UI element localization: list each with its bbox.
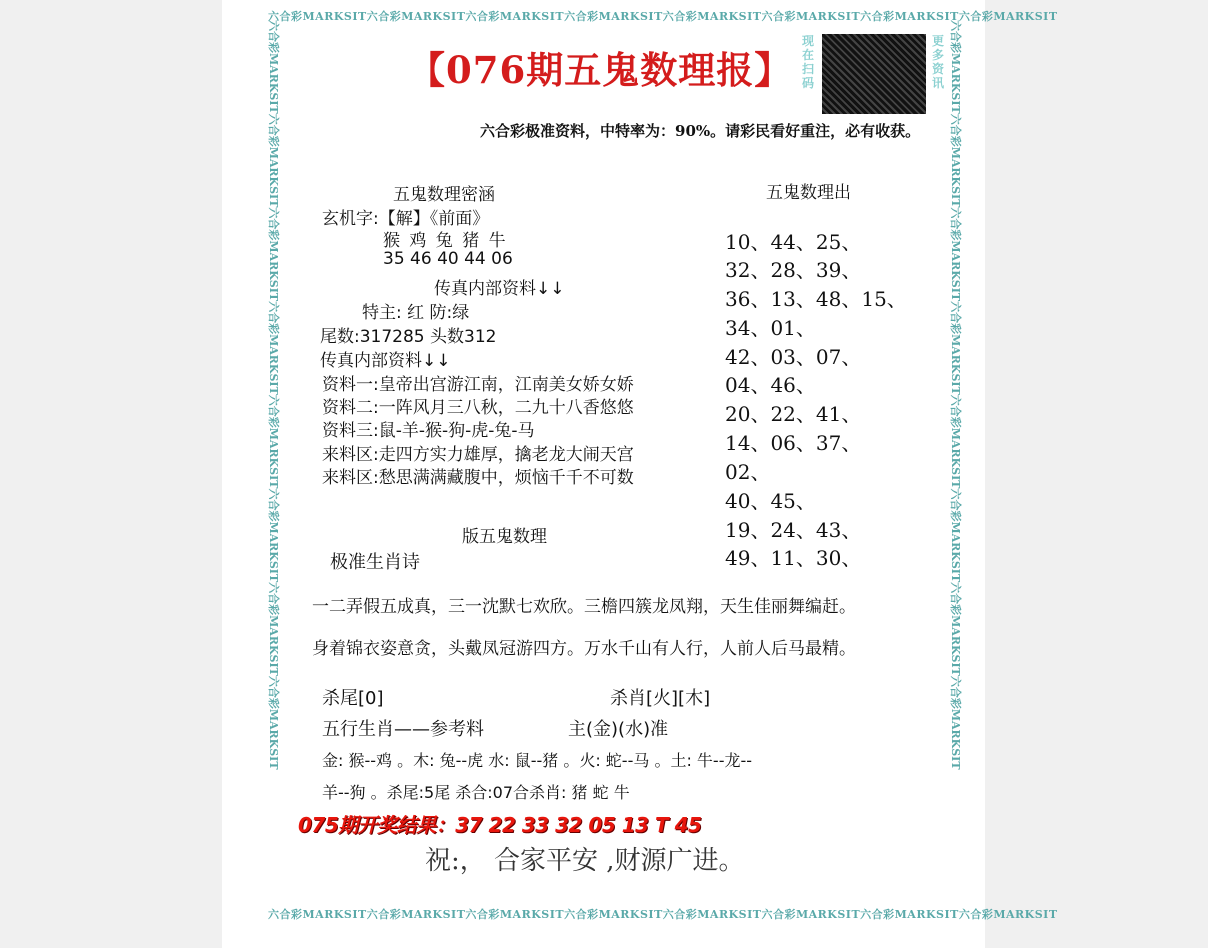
kill-zodiac: 杀肖[火][木] [610,688,711,709]
number-row: 14、06、37、 [725,431,862,455]
fax-heading-1: 传真内部资料↓↓ [434,279,565,299]
right-border-watermark: 六合彩MARKSIT六合彩MARKSIT六合彩MARKSIT六合彩MARKSIT六合彩MARKSIT六合彩MARKSIT六合彩MARKSIT六合彩MARKSIT [949,20,962,770]
number-row: 10、44、25、 [725,230,862,254]
fax-heading-2: 传真内部资料↓↓ [320,351,451,371]
animals-line: 猴 鸡 兔 猪 牛 [383,231,508,251]
bottom-border-watermark: 六合彩MARKSIT六合彩MARKSIT六合彩MARKSIT六合彩MARKSIT六合彩MARKSIT六合彩MARKSIT六合彩MARKSIT六合彩MARKSIT [268,908,1058,921]
qr-right-label: 更多资讯 [932,34,945,90]
kill-tail: 杀尾[0] [322,688,384,709]
tezhu-line: 特主: 红 防:绿 [362,303,470,323]
number-row: 36、13、48、15、 [725,287,907,311]
ban-title: 版五鬼数理 [462,527,547,547]
xuanji-line: 玄机字:【解】《前面》 [322,209,490,229]
info-line: 来料区:愁思满满藏腹中，烦恼千千不可数 [322,468,634,488]
poem-line: 一二弄假五成真，三一沈默七欢欣。三檐四簇龙凤翔，天生佳丽舞编赶。 [312,597,856,617]
left-border-watermark: 六合彩MARKSIT六合彩MARKSIT六合彩MARKSIT六合彩MARKSIT六合彩MARKSIT六合彩MARKSIT六合彩MARKSIT六合彩MARKSIT [267,20,280,770]
number-row: 32、28、39、 [725,258,862,282]
number-row: 34、01、 [725,316,816,340]
elements-line-1: 金: 猴--鸡 。木: 兔--虎 水: 鼠--猪 。火: 蛇--马 。土: 牛--龙-- [322,751,753,770]
number-row: 04、46、 [725,373,816,397]
poem-title: 极准生肖诗 [330,552,420,573]
elements-line-2: 羊--狗 。杀尾:5尾 杀合:07合杀肖: 猪 蛇 牛 [322,783,630,802]
number-row: 02、 [725,460,771,484]
intro-text: 六合彩极准资料，中特率为：90%。请彩民看好重注，必有收获。 [480,122,921,140]
blessing: 祝:， 合家平安 ,财源广进。 [425,846,745,876]
number-row: 49、11、30、 [725,546,862,570]
number-row: 20、22、41、 [725,402,862,426]
left-heading: 五鬼数理密涵 [393,185,495,205]
qr-left-label: 现在扫码 [802,34,815,90]
main-element: 主(金)(水)准 [568,719,669,740]
info-line: 资料一:皇帝出宫游江南，江南美女娇女娇 [322,375,634,395]
tail-numbers-line: 尾数:317285 头数312 [320,327,497,347]
number-row: 40、45、 [725,489,816,513]
number-row: 42、03、07、 [725,345,862,369]
previous-result: 075期开奖结果：37 22 33 32 05 13 T 45 [298,813,702,837]
right-heading: 五鬼数理出 [766,183,851,203]
animal-numbers-line: 35 46 40 44 06 [383,249,513,269]
wuxing-heading: 五行生肖——参考料 [322,719,484,740]
number-row: 19、24、43、 [725,518,862,542]
top-border-watermark: 六合彩MARKSIT六合彩MARKSIT六合彩MARKSIT六合彩MARKSIT六合彩MARKSIT六合彩MARKSIT六合彩MARKSIT六合彩MARKSIT [268,10,1058,23]
poem-line: 身着锦衣姿意贪，头戴凤冠游四方。万水千山有人行，人前人后马最精。 [312,639,856,659]
info-line: 来料区:走四方实力雄厚，擒老龙大闹天宫 [322,445,634,465]
info-line: 资料二:一阵风月三八秋，二九十八香悠悠 [322,398,634,418]
qr-code-icon[interactable] [822,34,926,114]
page-title: 【076期五鬼数理报】 [408,48,793,92]
info-line: 资料三:鼠-羊-猴-狗-虎-兔-马 [322,421,535,441]
